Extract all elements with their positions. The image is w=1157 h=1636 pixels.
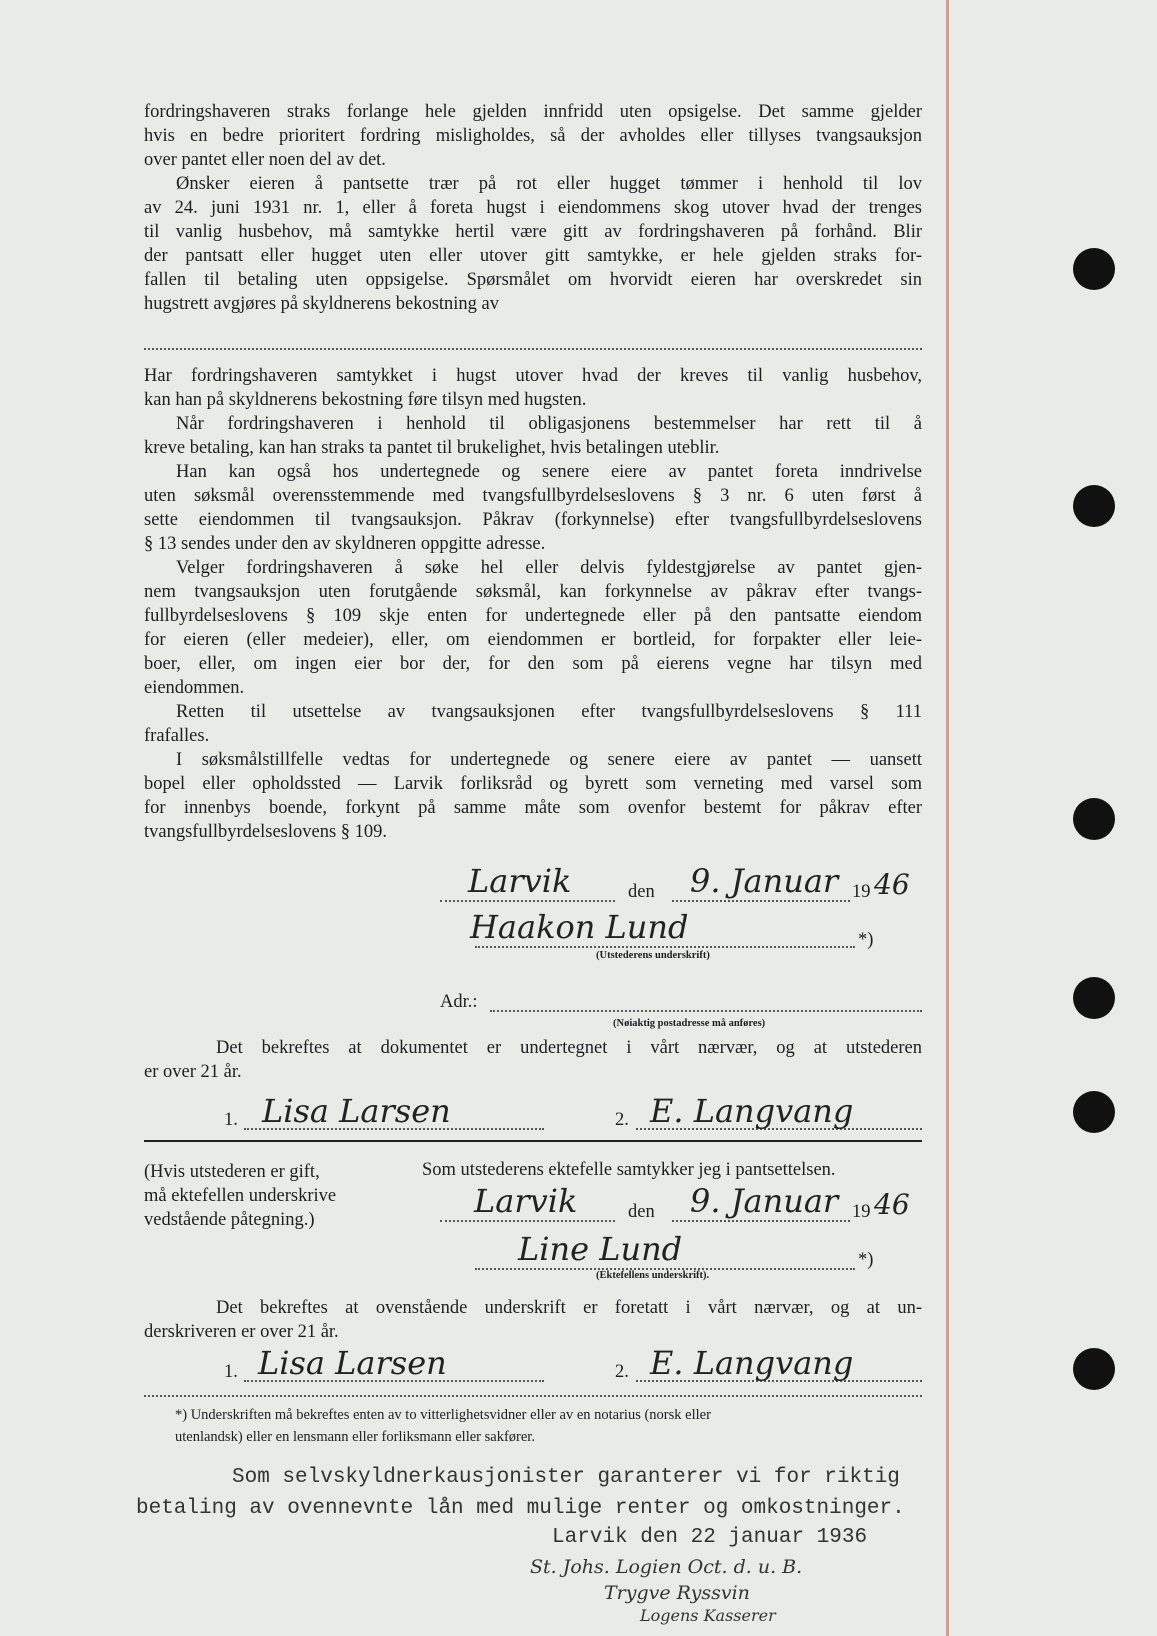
body-line: nem tvangsauksjon uten forutgående søksmål, kan forkynnelse av påkrav efter tvangs- bbox=[144, 582, 922, 602]
address-caption: (Nøiaktig postadresse må anføres) bbox=[613, 1018, 766, 1029]
place-handwriting: Larvik bbox=[474, 1182, 578, 1220]
body-line: til vanlig husbehov, må samtykke hertil være gitt av fordringshaveren på forhånd. Blir bbox=[144, 222, 922, 242]
guarantor-handwriting: Logens Kasserer bbox=[640, 1606, 776, 1625]
red-margin-line bbox=[946, 0, 949, 1636]
body-line: frafalles. bbox=[144, 726, 210, 746]
typed-guarantee-place-date: Larvik den 22 januar 1936 bbox=[552, 1526, 868, 1549]
body-line: av 24. juni 1931 nr. 1, eller å foreta hugst i eiendommens skog utover hvad der trenges bbox=[144, 198, 922, 218]
section-divider bbox=[144, 1140, 922, 1142]
date-dotted-line bbox=[672, 900, 850, 902]
punch-hole bbox=[1073, 977, 1115, 1019]
body-line: der pantsatt eller hugget uten eller utover gitt samtykke, er hele gjelden straks for- bbox=[144, 246, 922, 266]
body-line: bopel eller opholdssted — Larvik forliksråd og byrett som verneting med varsel som bbox=[144, 774, 922, 794]
year-prefix: 19 bbox=[852, 1202, 871, 1222]
body-line: Når fordringshaveren i henhold til obligasjonens bestemmelser har rett til å bbox=[176, 414, 922, 434]
body-line: fullbyrdelseslovens § 109 skje enten for undertegnede eller på den pantsatte eiendom bbox=[144, 606, 922, 626]
body-line: I søksmålstillfelle vedtas for undertegnede og senere eiere av pantet — uansett bbox=[176, 750, 922, 770]
punch-hole bbox=[1073, 1091, 1115, 1133]
asterisk-mark: *) bbox=[858, 1250, 874, 1270]
witness-signature: E. Langvang bbox=[650, 1344, 854, 1382]
punch-hole bbox=[1073, 248, 1115, 290]
issuer-signature: Haakon Lund bbox=[470, 908, 689, 946]
witness-signature: E. Langvang bbox=[650, 1092, 854, 1130]
guarantor-handwriting: Trygve Ryssvin bbox=[604, 1582, 750, 1604]
witness-number: 2. bbox=[615, 1110, 629, 1130]
spouse-signature-caption: (Ektefellens underskrift). bbox=[596, 1270, 710, 1281]
body-line: sette eiendommen til tvangsauksjon. Påkrav (forkynnelse) efter tvangsfullbyrdelseslovens bbox=[144, 510, 922, 530]
footnote-separator bbox=[144, 1395, 922, 1397]
witness-statement-line: derskriveren er over 21 år. bbox=[144, 1322, 339, 1342]
den-label: den bbox=[628, 882, 655, 902]
spouse-note-line: (Hvis utstederen er gift, bbox=[144, 1162, 320, 1182]
body-line: Ønsker eieren å pantsette trær på rot eller hugget tømmer i henhold til lov bbox=[176, 174, 922, 194]
body-line: fallen til betaling uten oppsigelse. Spørsmålet om hvorvidt eieren har overskredet sin bbox=[144, 270, 922, 290]
den-label: den bbox=[628, 1202, 655, 1222]
body-line: Han kan også hos undertegnede og senere eiere av pantet foreta inndrivelse bbox=[176, 462, 922, 482]
address-label: Adr.: bbox=[440, 992, 478, 1012]
body-line: § 13 sendes under den av skyldneren oppgitte adresse. bbox=[144, 534, 546, 554]
punch-hole bbox=[1073, 1348, 1115, 1390]
year-prefix: 19 bbox=[852, 882, 871, 902]
body-line: kan han på skyldnerens bekostning føre tilsyn med hugsten. bbox=[144, 390, 587, 410]
witness-statement-line: Det bekreftes at dokumentet er undertegnet i vårt nærvær, og at utstederen bbox=[216, 1038, 922, 1058]
dotted-fill-line bbox=[144, 348, 922, 350]
punch-hole bbox=[1073, 485, 1115, 527]
spouse-signature: Line Lund bbox=[518, 1230, 683, 1268]
typed-guarantee-line: betaling av ovennevnte lån med mulige renter og omkostninger. bbox=[136, 1497, 905, 1520]
body-line: for eieren (eller medeier), eller, om eiendommen er bortleid, for forpakter eller leie- bbox=[144, 630, 922, 650]
witness-number: 1. bbox=[224, 1362, 238, 1382]
year-handwriting: 46 bbox=[874, 1188, 910, 1221]
body-line: over pantet eller noen del av det. bbox=[144, 150, 386, 170]
place-dotted-line bbox=[440, 900, 615, 902]
guarantor-handwriting: St. Johs. Logien Oct. d. u. B. bbox=[530, 1556, 803, 1578]
witness-number: 2. bbox=[615, 1362, 629, 1382]
body-line: hugstrett avgjøres på skyldnerens bekostning av bbox=[144, 294, 500, 314]
spouse-consent: Som utstederens ektefelle samtykker jeg i pantsettelsen. bbox=[422, 1160, 836, 1180]
witness-number: 1. bbox=[224, 1110, 238, 1130]
place-dotted-line bbox=[440, 1220, 615, 1222]
typed-guarantee-line: Som selvskyldnerkausjonister garanterer vi for riktig bbox=[232, 1466, 900, 1489]
date-handwriting: 9. Januar bbox=[690, 1182, 839, 1220]
body-line: Velger fordringshaveren å søke hel eller delvis fyldestgjørelse av pantet gjen- bbox=[176, 558, 922, 578]
address-dotted-line bbox=[490, 1010, 922, 1012]
body-line: Retten til utsettelse av tvangsauksjonen efter tvangsfullbyrdelseslovens § 111 bbox=[176, 702, 922, 722]
body-line: boer, eller, om ingen eier bor der, for den som på eierens vegne har tilsyn med bbox=[144, 654, 922, 674]
date-dotted-line bbox=[672, 1220, 850, 1222]
body-line: tvangsfullbyrdelseslovens § 109. bbox=[144, 822, 388, 842]
punch-hole bbox=[1073, 798, 1115, 840]
asterisk-mark: *) bbox=[858, 930, 874, 950]
year-handwriting: 46 bbox=[874, 868, 910, 901]
spouse-note-line: vedstående påtegning.) bbox=[144, 1210, 315, 1230]
issuer-signature-caption: (Utstederens underskrift) bbox=[596, 950, 710, 961]
place-handwriting: Larvik bbox=[468, 862, 572, 900]
witness-signature: Lisa Larsen bbox=[258, 1344, 447, 1382]
body-line: for innenbys boende, forkynt på samme måte som ovenfor bestemt for påkrav efter bbox=[144, 798, 922, 818]
body-line: Har fordringshaveren samtykket i hugst utover hvad der kreves til vanlig husbehov, bbox=[144, 366, 922, 386]
body-line: kreve betaling, kan han straks ta pantet til brukelighet, hvis betalingen uteblir. bbox=[144, 438, 720, 458]
witness-statement-line: Det bekreftes at ovenstående underskrift er foretatt i vårt nærvær, og at un- bbox=[216, 1298, 922, 1318]
body-line: uten søksmål overensstemmende med tvangsfullbyrdelseslovens § 3 nr. 6 uten først å bbox=[144, 486, 922, 506]
witness-signature: Lisa Larsen bbox=[262, 1092, 451, 1130]
footnote-line: utenlandsk) eller en lensmann eller forliksmann eller sakfører. bbox=[175, 1429, 535, 1445]
date-handwriting: 9. Januar bbox=[690, 862, 839, 900]
footnote-line: *) Underskriften må bekreftes enten av to vitterlighetsvidner eller av en notarius (norsk eller bbox=[175, 1407, 711, 1423]
spouse-note-line: må ektefellen underskrive bbox=[144, 1186, 337, 1206]
body-line: eiendommen. bbox=[144, 678, 245, 698]
body-line: fordringshaveren straks forlange hele gjelden innfridd uten opsigelse. Det samme gjelder bbox=[144, 102, 922, 122]
witness-statement-line: er over 21 år. bbox=[144, 1062, 242, 1082]
signature-dotted-line bbox=[475, 946, 855, 948]
body-line: hvis en bedre prioritert fordring misligholdes, så der avholdes eller tillyses tvangsauksjon bbox=[144, 126, 922, 146]
